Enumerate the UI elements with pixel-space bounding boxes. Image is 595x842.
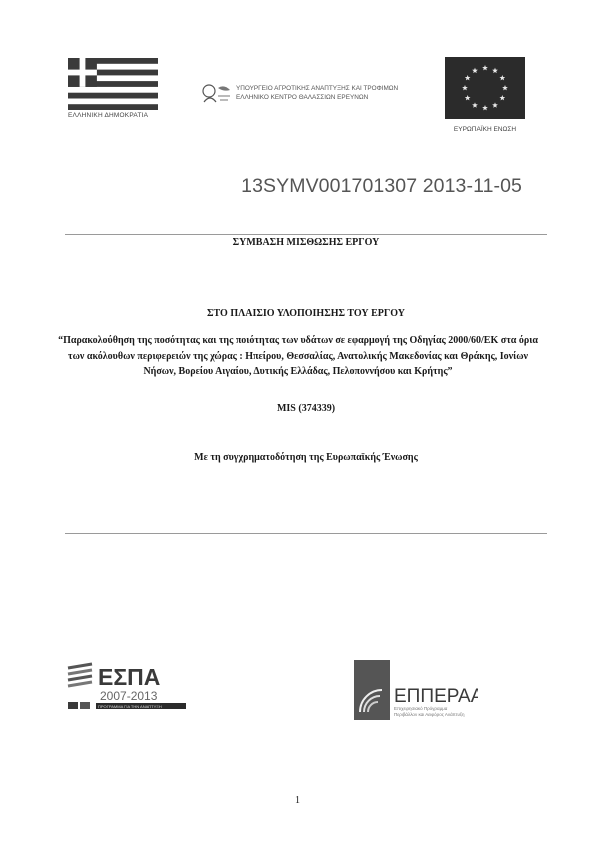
- top-divider: [65, 234, 547, 235]
- epperaa-subtitle-2: Περιβάλλον και Αειφόρος Ανάπτυξη: [394, 712, 465, 717]
- protocol-number: 13SYMV001701307 2013-11-05: [241, 175, 522, 197]
- bottom-divider: [65, 533, 547, 534]
- contract-title: ΣΥΜΒΑΣΗ ΜΙΣΘΩΣΗΣ ΕΡΓΟΥ: [232, 237, 380, 248]
- epperaa-logo-text: ΕΠΠΕΡΑΑ: [394, 686, 478, 707]
- page-number: 1: [295, 795, 300, 806]
- epperaa-logo: [354, 660, 478, 722]
- cofunding-statement: Με τη συγχρηματοδότηση της Ευρωπαϊκής Ένωσης: [194, 452, 418, 463]
- eu-logo-caption: ΕΥΡΩΠΑΪΚΗ ΕΝΩΣΗ: [453, 126, 517, 133]
- eu-flag-icon: [445, 57, 525, 119]
- ministry-line-2: ΕΛΛΗΝΙΚΟ ΚΕΝΤΡΟ ΘΑΛΑΣΣΙΩΝ ΕΡΕΥΝΩΝ: [236, 94, 369, 101]
- greek-flag-icon: [68, 58, 158, 110]
- espa-years: 2007-2013: [100, 689, 158, 703]
- greek-logo-caption: ΕΛΛΗΝΙΚΗ ΔΗΜΟΚΡΑΤΙΑ: [68, 112, 149, 119]
- epperaa-subtitle-1: Επιχειρησιακό Πρόγραμμα: [394, 706, 448, 711]
- mis-code: MIS (374339): [276, 403, 336, 414]
- greek-flag-logo: [68, 58, 160, 120]
- espa-logo-text: ΕΣΠΑ: [98, 664, 161, 690]
- ministry-line-1: ΥΠΟΥΡΓΕΙΟ ΑΓΡΟΤΙΚΗΣ ΑΝΑΠΤΥΞΗΣ ΚΑΙ ΤΡΟΦΙΜΩΝ: [236, 85, 399, 92]
- ministry-emblem-icon: [200, 82, 232, 106]
- epperaa-emblem-icon: [354, 660, 478, 722]
- espa-tagline: ΠΡΟΓΡΑΜΜΑ ΓΙΑ ΤΗΝ ΑΝΑΠΤΥΞΗ: [98, 704, 162, 709]
- espa-logo: [66, 660, 190, 712]
- section-heading: ΣΤΟ ΠΛΑΙΣΙΟ ΥΛΟΠΟΙΗΣΗΣ ΤΟΥ ΕΡΓΟΥ: [207, 308, 405, 319]
- eu-flag-logo: [445, 57, 525, 131]
- ministry-logo: [200, 82, 400, 106]
- project-title: “Παρακολούθηση της ποσότητας και της ποιότητας των υδάτων σε εφαρμογή της Οδηγίας 2000/60/ΕΚ στα όρια των ακόλουθων περιφερειών της χώρας : Ηπείρου, Θεσσαλίας, Ανατολικής Μακεδονίας και Θράκης, Ιονίων Νήσων, Βορείου Αιγαίου, Δυτικής Ελλάδας, Πελοποννήσου και Κρήτης”: [58, 335, 538, 378]
- espa-emblem-icon: [66, 660, 190, 712]
